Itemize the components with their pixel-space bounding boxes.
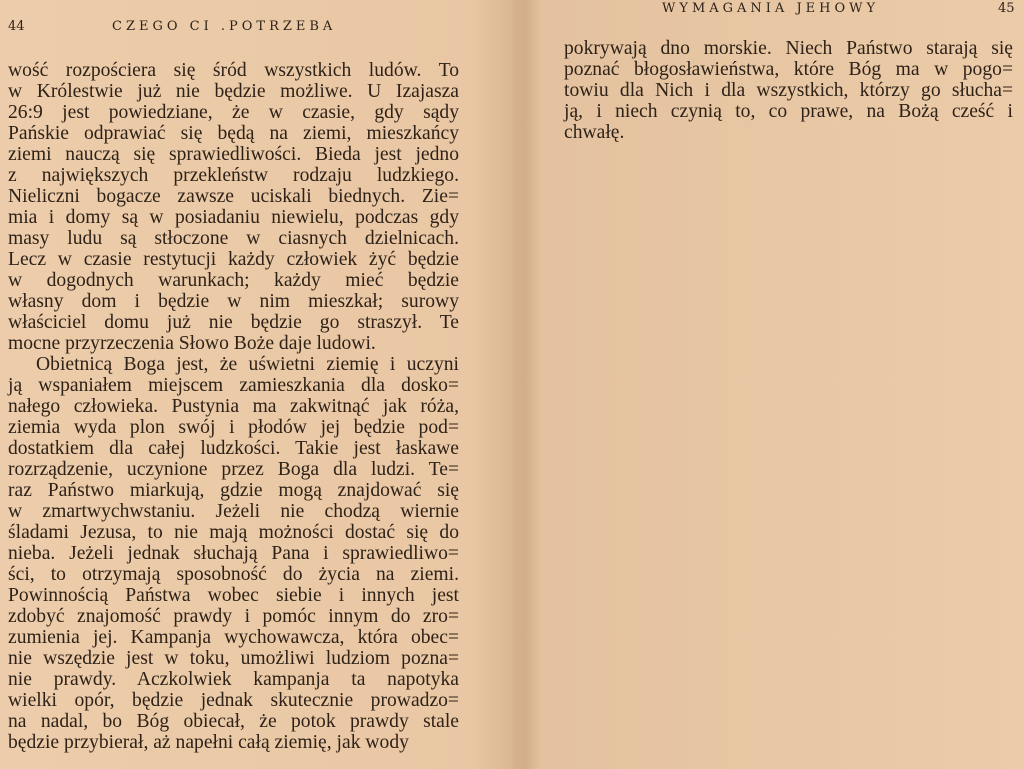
book-gutter — [510, 0, 540, 769]
text-line: masy ludu są stłoczone w ciasnych dzielnicach. — [8, 228, 459, 249]
text-line: będzie przybierał, aż napełni całą ziemię, jak wody — [8, 732, 409, 753]
left-running-header: CZEGO CI .POTRZEBA — [112, 19, 337, 34]
text-line: na nadal, bo Bóg obiecał, że potok prawdy stale — [8, 711, 459, 732]
text-line: dostatkiem dla całej ludzkości. Takie jest łaskawe — [8, 438, 459, 459]
text-line: śladami Jezusa, to nie mają możności dostać się do — [8, 522, 459, 543]
text-line: ści, to otrzymają sposobność do życia na ziemi. — [8, 564, 459, 585]
text-line: mocne przyrzeczenia Słowo Boże daje ludowi. — [8, 333, 376, 354]
right-page-number: 45 — [998, 1, 1015, 16]
text-line: chwałę. — [564, 122, 625, 143]
right-page — [538, 0, 1024, 769]
text-line: wość rozpościera się śród wszystkich ludów. To — [8, 60, 459, 81]
right-running-header: WYMAGANIA JEHOWY — [662, 1, 880, 16]
text-line: ziemia wyda plon swój i płodów jej będzie pod= — [8, 417, 459, 438]
text-line: raz Państwo miarkują, gdzie mogą znajdować się — [8, 480, 459, 501]
text-line: Pańskie odprawiać się będą na ziemi, mieszkańcy — [8, 123, 459, 144]
text-line: pokrywają dno morskie. Niech Państwo starają się — [564, 38, 1013, 59]
text-line: Lecz w czasie restytucji każdy człowiek żyć będzie — [8, 249, 459, 270]
right-page-text — [564, 38, 1013, 143]
text-line: wielki opór, będzie jednak skutecznie prowadzo= — [8, 690, 459, 711]
text-line: własny dom i będzie w nim mieszkał; surowy — [8, 291, 459, 312]
text-line: ziemi nauczą się sprawiedliwości. Bieda jest jedno — [8, 144, 459, 165]
text-line: mia i domy są w posiadaniu niewielu, podczas gdy — [8, 207, 459, 228]
text-line: poznać błogosławieństwa, które Bóg ma w pogo= — [564, 59, 1013, 80]
text-line: Obietnicą Boga jest, że uświetni ziemię i uczyni — [36, 354, 459, 375]
left-page-number: 44 — [8, 19, 25, 34]
text-line: w zmartwychwstaniu. Jeżeli nie chodzą wiernie — [8, 501, 459, 522]
text-line: Nieliczni bogacze zawsze uciskali biednych. Zie= — [8, 186, 459, 207]
text-line: zumienia jej. Kampanja wychowawcza, która obec= — [8, 627, 459, 648]
text-line: ją, i niech czynią to, co prawe, na Bożą cześć i — [564, 101, 1013, 122]
left-page-text — [8, 60, 459, 753]
text-line: zdobyć znajomość prawdy i pomóc innym do zro= — [8, 606, 459, 627]
text-line: 26:9 jest powiedziane, że w czasie, gdy sądy — [8, 102, 459, 123]
text-line: towiu dla Nich i dla wszystkich, którzy go słucha= — [564, 80, 1013, 101]
text-line: nałego człowieka. Pustynia ma zakwitnąć jak róża, — [8, 396, 459, 417]
text-line: nie wszędzie jest w toku, umożliwi ludziom pozna= — [8, 648, 459, 669]
text-line: w dogodnych warunkach; każdy mieć będzie — [8, 270, 459, 291]
text-line: rozrządzenie, uczynione przez Boga dla ludzi. Te= — [8, 459, 459, 480]
text-line: Powinnością Państwa wobec siebie i innych jest — [8, 585, 459, 606]
text-line: z największych przekleństw rodzaju ludzkiego. — [8, 165, 459, 186]
text-line: ją wspaniałem miejscem zamieszkania dla dosko= — [8, 375, 459, 396]
text-line: w Królestwie już nie będzie możliwe. U Izajasza — [8, 81, 459, 102]
text-line: właściciel domu już nie będzie go straszył. Te — [8, 312, 459, 333]
text-line: nie prawdy. Aczkolwiek kampanja ta napotyka — [8, 669, 459, 690]
text-line: nieba. Jeżeli jednak słuchają Pana i sprawiedliwo= — [8, 543, 459, 564]
